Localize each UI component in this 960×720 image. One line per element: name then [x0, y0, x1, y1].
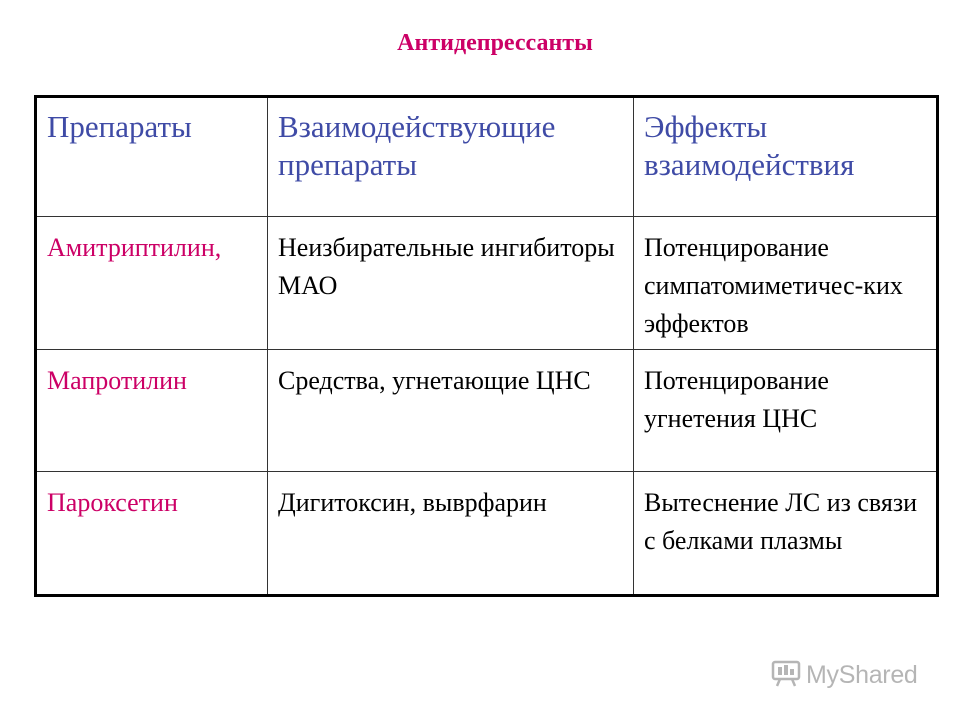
effect-cell: Вытеснение ЛС из связи с белками плазмы — [634, 472, 938, 596]
interacting-drug-cell: Неизбирательные ингибиторы МАО — [268, 217, 634, 350]
effect-cell: Потенцирование угнетения ЦНС — [634, 350, 938, 472]
effect-cell: Потенцирование симпатомиметичес-ких эффектов — [634, 217, 938, 350]
table-header-row — [36, 97, 938, 217]
table-row — [36, 472, 938, 596]
watermark-text: MyShared — [806, 660, 918, 689]
table-row — [36, 350, 938, 472]
header-interaction-effects: Эффекты взаимодействия — [634, 97, 938, 217]
header-drugs: Препараты — [36, 97, 268, 217]
slide-title: Антидепрессанты — [397, 30, 593, 56]
header-interacting-drugs: Взаимодействующие препараты — [268, 97, 634, 217]
drug-name-cell: Мапротилин — [36, 350, 268, 472]
interacting-drug-cell: Дигитоксин, выврфарин — [268, 472, 634, 596]
drug-name-cell: Пароксетин — [36, 472, 268, 596]
drug-name-cell: Амитриптилин, — [36, 217, 268, 350]
interacting-drug-cell: Средства, угнетающие ЦНС — [268, 350, 634, 472]
table-row — [36, 217, 938, 350]
myshared-logo-icon — [770, 658, 802, 693]
myshared-watermark — [770, 660, 918, 690]
drug-interaction-table — [34, 95, 939, 597]
